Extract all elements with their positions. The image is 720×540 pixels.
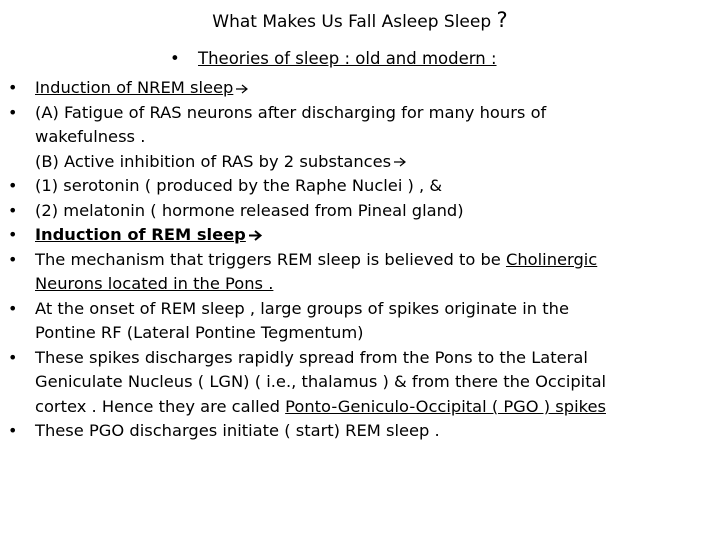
item-line: These spikes discharges rapidly spread from the Pons to the Lateral: [35, 347, 588, 367]
bullet-icon: •: [8, 347, 18, 367]
item-line: Neurons located in the Pons .: [35, 274, 274, 293]
bullet-icon: •: [8, 298, 18, 318]
list-item-rem-induction: [8, 223, 714, 248]
item-line-text: cortex . Hence they are called: [35, 396, 286, 416]
cholinergic-term: Cholinergic: [506, 249, 598, 269]
list-item-fatigue: [8, 101, 714, 175]
item-line: wakefulness .: [35, 127, 146, 146]
item-line: [35, 248, 714, 273]
slide-title-text: What Makes Us Fall Asleep Sleep: [212, 12, 492, 32]
bullet-icon: •: [8, 421, 18, 440]
item-line: [35, 76, 714, 101]
right-arrow-icon: [393, 157, 407, 167]
slide-title: [0, 8, 720, 34]
item-line: (2) melatonin ( hormone released from Pineal gland): [35, 200, 464, 220]
bullet-list: [8, 76, 714, 444]
item-line: At the onset of REM sleep , large groups of spikes originate in the: [35, 298, 569, 318]
item-line: [35, 395, 714, 420]
bullet-icon: •: [8, 249, 18, 269]
item-line: (1) serotonin ( produced by the Raphe Nuclei ) , &: [35, 176, 443, 195]
list-item-serotonin: [8, 174, 714, 199]
right-arrow-icon: [248, 230, 263, 241]
list-item-onset: [8, 297, 714, 346]
item-line: [35, 223, 714, 248]
bullet-icon: •: [8, 102, 18, 122]
list-item-nrem-induction: [8, 76, 714, 101]
rem-heading: Induction of REM sleep: [35, 225, 246, 244]
pgo-term: Ponto-Geniculo-Occipital ( PGO ) spikes: [285, 396, 606, 416]
list-item-mechanism: [8, 248, 714, 297]
list-item-spikes: [8, 346, 714, 420]
bullet-icon: •: [8, 225, 18, 244]
bullet-icon: •: [170, 49, 180, 68]
slide-title-question-mark: ?: [496, 8, 508, 32]
bullet-icon: •: [8, 78, 18, 97]
list-item-melatonin: [8, 199, 714, 224]
list-item-pgo: [8, 419, 714, 444]
item-line: Geniculate Nucleus ( LGN) ( i.e., thalamus ) & from there the Occipital: [35, 372, 607, 391]
item-line: [35, 150, 714, 175]
nrem-heading: Induction of NREM sleep: [35, 78, 234, 97]
bullet-icon: •: [8, 200, 18, 220]
item-line: These PGO discharges initiate ( start) REM sleep .: [35, 421, 440, 440]
item-line-text: (B) Active inhibition of RAS by 2 substances: [35, 151, 392, 171]
subtitle: [170, 48, 497, 70]
bullet-icon: •: [8, 176, 18, 195]
right-arrow-icon: [235, 84, 249, 94]
subtitle-text: Theories of sleep : old and modern :: [198, 49, 497, 68]
item-line: (A) Fatigue of RAS neurons after discharging for many hours of: [35, 102, 547, 122]
item-line: Pontine RF (Lateral Pontine Tegmentum): [35, 323, 364, 342]
item-line-text: The mechanism that triggers REM sleep is believed to be: [35, 249, 506, 269]
